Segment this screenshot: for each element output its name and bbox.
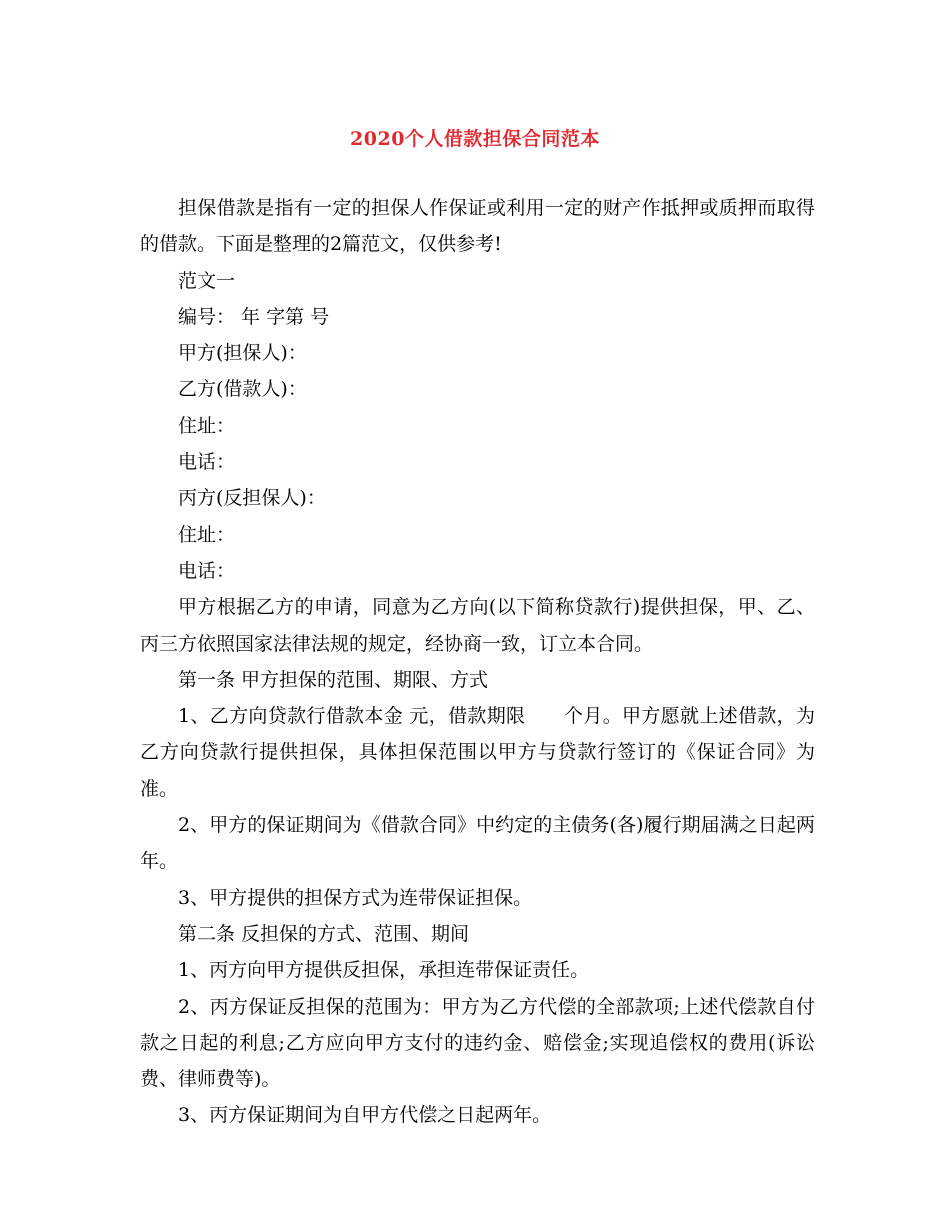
preamble-paragraph: 甲方根据乙方的申请，同意为乙方向(以下简称贷款行)提供担保，甲、乙、丙三方依照国家法律法规的规定，经协商一致，订立本合同。	[140, 596, 815, 655]
party-c-phone-line: 电话：	[178, 559, 236, 582]
intro-paragraph: 担保借款是指有一定的担保人作保证或利用一定的财产作抵押或质押而取得的借款。下面是整理的2篇范文，仅供参考!	[140, 197, 815, 256]
contract-number-line: 编号： 年 字第 号	[178, 305, 330, 328]
sample-heading: 范文一	[178, 269, 236, 292]
article-1-clause-1: 1、乙方向贷款行借款本金 元，借款期限 个月。甲方愿就上述借款，为乙方向贷款行提供担保，具体担保范围以甲方与贷款行签订的《保证合同》为准。	[140, 705, 815, 800]
document-body	[140, 190, 815, 1134]
party-b-line: 乙方(借款人)：	[178, 378, 307, 401]
party-b-phone-line: 电话：	[178, 451, 236, 474]
article-1-clause-3: 3、甲方提供的担保方式为连带保证担保。	[178, 886, 533, 909]
document-title: 2020个人借款担保合同范本	[350, 128, 600, 150]
article-2-clause-3: 3、丙方保证期间为自甲方代偿之日起两年。	[178, 1104, 552, 1127]
party-c-address-line: 住址：	[178, 523, 236, 546]
party-c-line: 丙方(反担保人)：	[178, 487, 326, 510]
party-a-line: 甲方(担保人)：	[178, 342, 307, 365]
article-2-clause-1: 1、丙方向甲方提供反担保，承担连带保证责任。	[178, 959, 590, 982]
article-1-clause-2: 2、甲方的保证期间为《借款合同》中约定的主债务(各)履行期届满之日起两年。	[140, 814, 815, 873]
article-1-heading: 第一条 甲方担保的范围、期限、方式	[178, 668, 489, 691]
article-2-heading: 第二条 反担保的方式、范围、期间	[178, 922, 470, 945]
article-2-clause-2: 2、丙方保证反担保的范围为：甲方为乙方代偿的全部款项;上述代偿款自付款之日起的利息;乙方应向甲方支付的违约金、赔偿金;实现追偿权的费用(诉讼费、律师费等)。	[140, 995, 815, 1091]
party-b-address-line: 住址：	[178, 414, 236, 437]
